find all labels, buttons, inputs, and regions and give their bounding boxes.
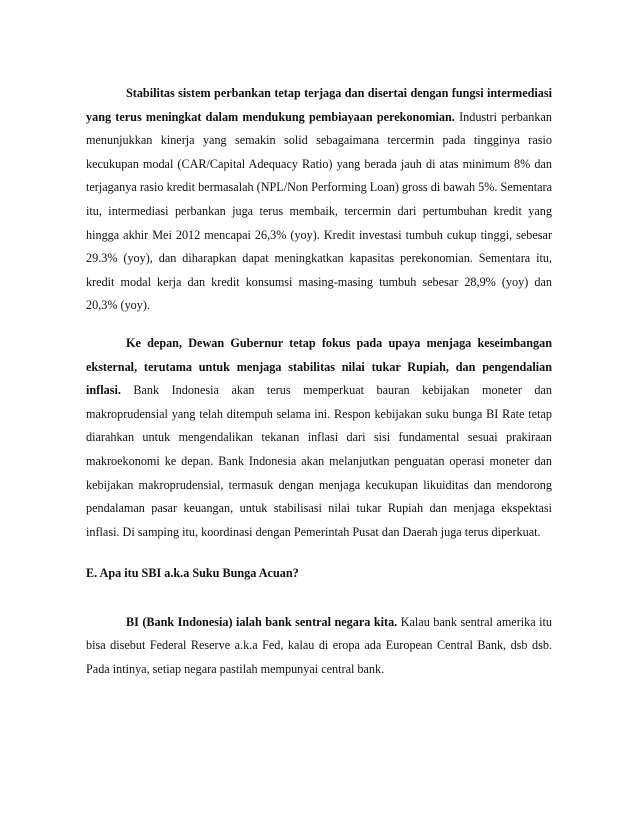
paragraph-body: Industri perbankan menunjukkan kinerja yang semakin solid sebagaimana tercermin pada tingginya rasio kecukupan modal (CAR/Capital Adequacy Ratio) yang berada jauh di atas minimum 8% dan terjaganya rasio kredit bermasalah (NPL/Non Performing Loan) gross di bawah 5%. Sementara itu, intermediasi perbankan juga terus membaik, tercermin dari pertumbuhan kredit yang hingga akhir Mei 2012 mencapai 26,3% (yoy). Kredit investasi tumbuh cukup tinggi, sebesar 29.3% (yoy), dan diharapkan dapat meningkatkan kapasitas perekonomian. Sementara itu, kredit modal kerja dan kredit konsumsi masing-masing tumbuh sebesar 28,9% (yoy) dan 20,3% (yoy). xyxy=(86,109,552,313)
paragraph-bi-definition xyxy=(86,611,552,682)
paragraph-body: Bank Indonesia akan terus memperkuat bauran kebijakan moneter dan makroprudensial yang telah ditempuh selama ini. Respon kebijakan suku bunga BI Rate tetap diarahkan untuk mengendalikan tekanan inflasi dari sisi fundamental sesuai prakiraan makroekonomi ke depan. Bank Indonesia akan melanjutkan penguatan operasi moneter dan kebijakan makroprudensial, termasuk dengan menjaga kecukupan likuiditas dan mendorong pendalaman pasar keuangan, untuk stabilisasi nilai tukar Rupiah dan menjaga ekspektasi inflasi. Di samping itu, koordinasi dengan Pemerintah Pusat dan Daerah juga terus diperkuat. xyxy=(86,383,552,539)
paragraph-policy-outlook xyxy=(86,332,552,544)
paragraph-body: Kalau bank sentral amerika itu bisa disebut Federal Reserve a.k.a Fed, kalau di eropa ada European Central Bank, dsb dsb. Pada intinya, setiap negara pastilah mempunyai central bank. xyxy=(86,614,553,677)
paragraph-banking-stability xyxy=(86,82,552,318)
section-heading: E. Apa itu SBI a.k.a Suku Bunga Acuan? xyxy=(86,566,299,581)
document-page xyxy=(86,82,552,682)
paragraph-lead: BI (Bank Indonesia) ialah bank sentral negara kita. xyxy=(126,614,398,629)
paragraph-lead: Stabilitas sistem perbankan tetap terjaga dan disertai dengan fungsi intermediasi yang terus meningkat dalam mendukung pembiayaan perekonomian. xyxy=(86,86,552,124)
paragraph-lead: Ke depan, Dewan Gubernur tetap fokus pada upaya menjaga keseimbangan eksternal, terutama untuk menjaga stabilitas nilai tukar Rupiah, dan pengendalian inflasi. xyxy=(86,335,552,398)
